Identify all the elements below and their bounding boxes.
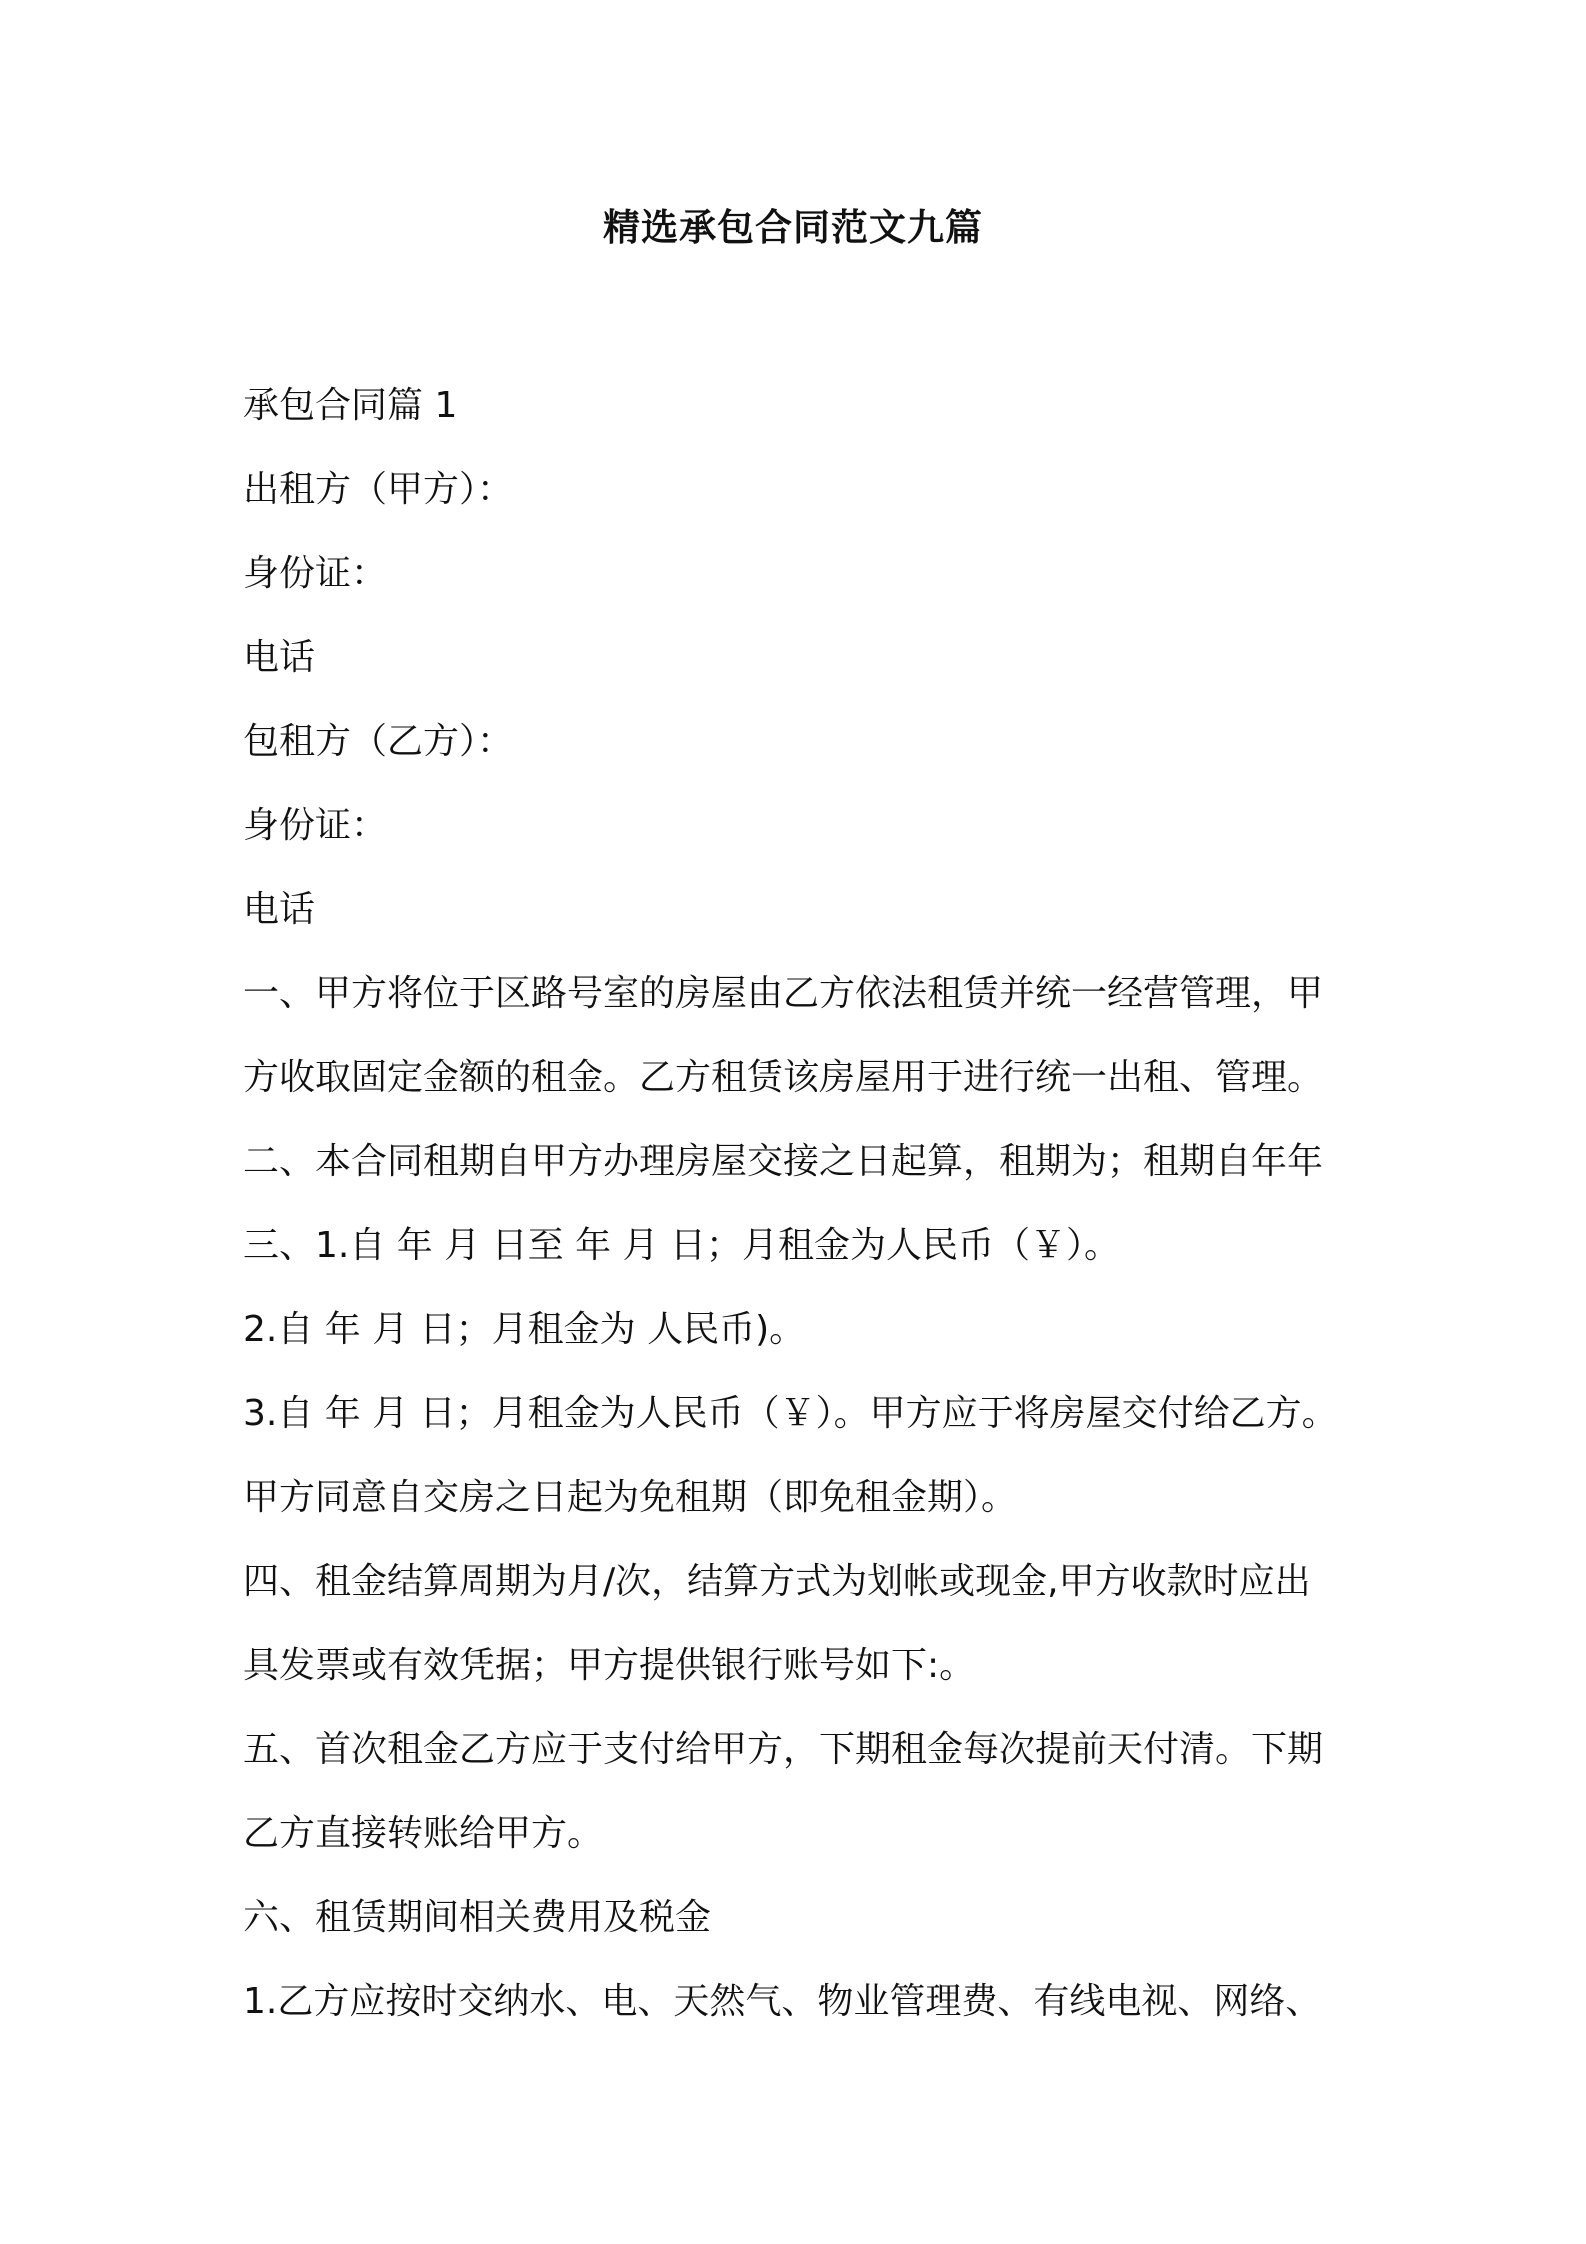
clause-line: 二、本合同租期自甲方办理房屋交接之日起算，租期为；租期自年年 bbox=[243, 1141, 1324, 1182]
clause-line: 一、甲方将位于区路号室的房屋由乙方依法租赁并统一经营管理，甲 bbox=[243, 973, 1324, 1014]
clause-line: 甲方同意自交房之日起为免租期（即免租金期）。 bbox=[243, 1477, 1018, 1518]
clause-line: 五、首次租金乙方应于支付给甲方，下期租金每次提前天付清。下期 bbox=[243, 1729, 1324, 1770]
clause-line: 1.乙方应按时交纳水、电、天然气、物业管理费、有线电视、网络、 bbox=[243, 1981, 1322, 2022]
lessee-phone-label: 电话 bbox=[243, 889, 316, 930]
clause-line: 3.自 年 月 日；月租金为人民币（￥）。甲方应于将房屋交付给乙方。 bbox=[243, 1393, 1338, 1434]
lessee-field-label: 包租方（乙方）： bbox=[243, 721, 514, 762]
document-body bbox=[243, 364, 1363, 2044]
clause-line: 2.自 年 月 日；月租金为 人民币)。 bbox=[243, 1309, 806, 1350]
clause-line: 乙方直接转账给甲方。 bbox=[243, 1813, 604, 1854]
clause-line: 六、租赁期间相关费用及税金 bbox=[243, 1897, 712, 1938]
lessor-id-label: 身份证： bbox=[243, 553, 388, 594]
clause-line: 方收取固定金额的租金。乙方租赁该房屋用于进行统一出租、管理。 bbox=[243, 1057, 1324, 1098]
clause-line: 三、1.自 年 月 日至 年 月 日；月租金为人民币（￥）。 bbox=[243, 1225, 1121, 1266]
lessor-field-label: 出租方（甲方）： bbox=[243, 469, 514, 510]
document-title: 精选承包合同范文九篇 bbox=[603, 206, 983, 249]
clause-line: 四、租金结算周期为月/次，结算方式为划帐或现金,甲方收款时应出 bbox=[243, 1561, 1311, 1602]
section-heading: 承包合同篇 1 bbox=[243, 385, 458, 426]
lessor-phone-label: 电话 bbox=[243, 637, 316, 678]
clause-line: 具发票或有效凭据；甲方提供银行账号如下:。 bbox=[243, 1645, 976, 1686]
lessee-id-label: 身份证： bbox=[243, 805, 388, 846]
